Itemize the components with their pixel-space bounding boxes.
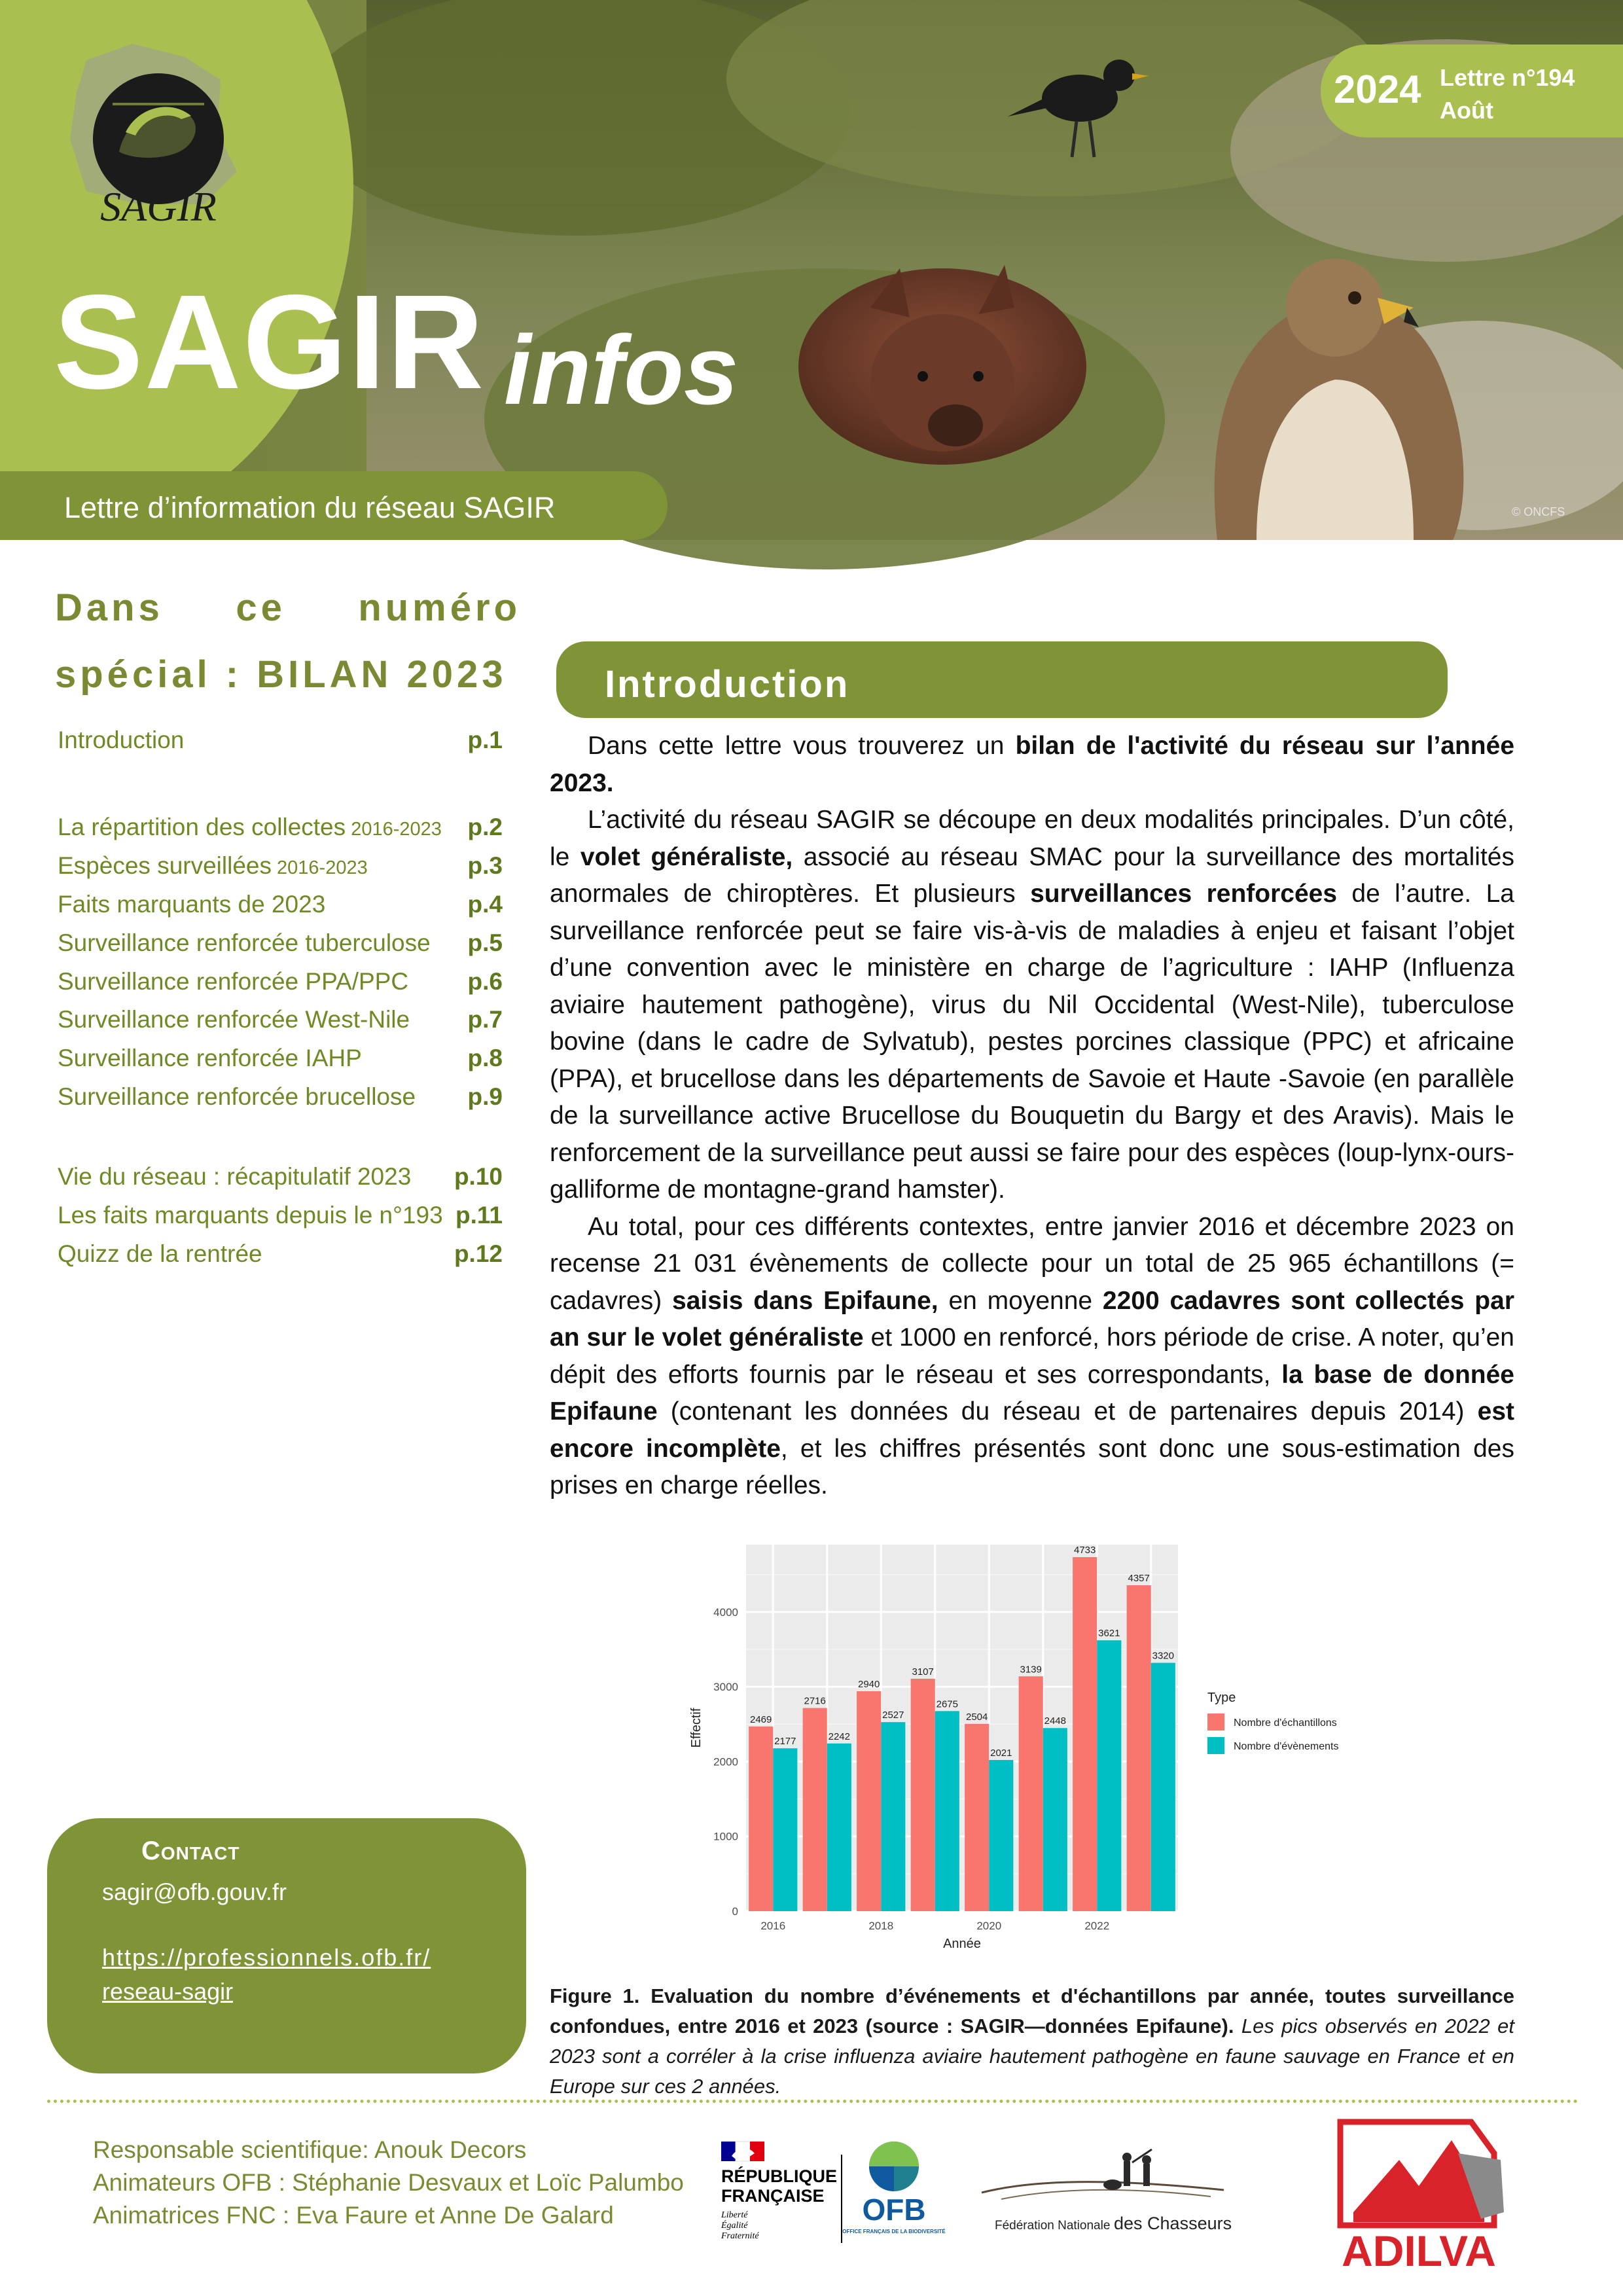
toc-heading-word: Dans [55,586,164,629]
legend-label: Nombre d'échantillons [1234,1717,1337,1729]
body-text: associé au réseau SMAC pour la surveillance des mortalités anormales de chiroptères. Et plusieurs [550,842,1514,908]
bar-samples [1019,1676,1043,1911]
toc-item-label: Surveillance renforcée PPA/PPC [58,968,409,995]
toc-item-page: p.11 [455,1202,503,1229]
toc-item-label: Espèces surveillées 2016-2023 [58,852,368,879]
bar-samples [911,1679,935,1911]
toc-heading-word: ce [236,586,286,629]
x-tick-label: 2022 [1084,1920,1110,1932]
adilva-logo [1327,2114,1517,2274]
y-tick-label: 4000 [713,1605,738,1619]
bar-samples [1127,1585,1151,1911]
intro-body [550,728,1514,1505]
credit-scientific-lead: Responsable scientifique: Anouk Decors [93,2136,527,2163]
republique-francaise-logo [719,2142,843,2246]
bar-value-label: 3107 [912,1666,934,1677]
bar-samples [965,1724,989,1911]
photo-credit: © ONCFS [1512,505,1565,518]
bar-value-label: 3621 [1098,1628,1120,1640]
sagir-logo [60,41,257,230]
issue-number: Lettre n°194 [1440,64,1575,91]
svg-text:OFB: OFB [862,2193,926,2227]
figure-caption-title: Figure 1. Evaluation du nombre d’événements et d'échantillons par année, toutes surveillance confondues, entre 2016 et 2023 (source : SAGIR—données Epifaune). [550,1984,1514,2037]
legend-swatch [1207,1737,1224,1754]
toc-item-page: p.9 [467,1083,503,1110]
svg-text:Liberté: Liberté [721,2210,748,2220]
emphasis-text: est encore incomplète [550,1397,1514,1463]
toc-item-label: Surveillance renforcée West-Nile [58,1006,410,1033]
bar-samples [749,1727,773,1911]
toc-item-page: p.12 [454,1240,503,1267]
bar-samples [803,1708,827,1911]
body-text: en moyenne [938,1286,1103,1315]
bar-events [1097,1640,1121,1911]
header-banner [0,0,1623,540]
body-text: L’activité du réseau SAGIR se découpe en deux modalités principales. D’un côté, le [550,806,1514,871]
bar-value-label: 3320 [1152,1650,1174,1662]
toc-item[interactable] [58,1202,503,1229]
legend-label: Nombre d'évènements [1234,1741,1339,1752]
emphasis-text: bilan de l'activité du réseau sur l’année 2023. [550,732,1515,797]
bar-value-label: 4357 [1128,1573,1150,1585]
toc-item[interactable] [58,1083,503,1111]
figure-caption-note: Les pics observés en 2022 et 2023 sont a corréler à la crise influenza aviaire hautement pathogène en faune sauvage en France et en Europe sur ces 2 années. [550,2015,1514,2098]
x-tick-label: 2018 [868,1920,894,1932]
intro-paragraph-2 [550,802,1514,1209]
issue-year: 2024 [1334,67,1421,111]
bar-value-label: 2177 [774,1736,796,1748]
bar-value-label: 2527 [882,1710,904,1721]
bar-value-label: 2242 [828,1731,850,1742]
bar-value-label: 4733 [1074,1545,1096,1556]
toc-item-label: Les faits marquants depuis le n°193 [58,1202,443,1229]
emphasis-text: volet généraliste, [580,842,793,871]
toc-item[interactable] [58,1045,503,1072]
body-text: Au total, pour ces différents contextes, entre janvier 2016 et décembre 2023 on recense 21 031 évènements de collecte pour un total de 25 965 échantillons (= cadavres) [550,1212,1514,1315]
newsletter-tagline: Lettre d’information du réseau SAGIR [64,491,556,524]
toc-item-label: Vie du réseau : récapitulatif 2023 [58,1163,412,1190]
credit-ofb-animators: Animateurs OFB : Stéphanie Desvaux et Loïc Palumbo [93,2169,684,2196]
toc-item-page: p.2 [467,814,503,840]
body-text: (contenant les données du réseau et de partenaires depuis 2014) [657,1397,1478,1426]
toc-item[interactable] [58,968,503,996]
emphasis-text: 2200 cadavres sont collectés par an sur le volet généraliste [550,1286,1514,1352]
contact-email-link[interactable]: sagir@ofb.gouv.fr [102,1878,287,1905]
y-axis-title: Effectif [689,1708,704,1748]
bar-events [935,1711,959,1911]
toc-item[interactable] [58,891,503,918]
svg-text:ADILVA: ADILVA [1342,2227,1496,2275]
bar-events [881,1722,905,1911]
bar-samples [857,1691,881,1911]
toc-item-page: p.7 [467,1006,503,1033]
toc-item[interactable] [58,1006,503,1033]
toc-item-label: Surveillance renforcée IAHP [58,1045,362,1071]
toc-item[interactable] [58,852,503,880]
toc-item[interactable] [58,929,503,957]
toc-item-label: Faits marquants de 2023 [58,891,326,918]
toc-item-page: p.1 [467,726,503,753]
legend-title: Type [1207,1691,1236,1705]
emphasis-text: saisis dans Epifaune, [672,1286,938,1315]
toc-item-label: Introduction [58,726,185,753]
toc-item-years: 2016-2023 [271,857,368,878]
bar-events [1151,1663,1175,1911]
toc-heading-line2: spécial : BILAN 2023 [55,653,507,696]
svg-text:Égalité: Égalité [721,2221,748,2231]
body-text: et 1000 en renforcé, hors période de crise. A noter, qu’en dépit des efforts fournis par le réseau et ses correspondants, [550,1323,1515,1389]
y-tick-label: 0 [732,1905,738,1918]
y-tick-label: 2000 [713,1755,738,1768]
body-text: de l’autre. La surveillance renforcée peut se faire vis-à-vis de maladies à enjeu et faisant l’objet d’une convention avec le ministère en charge de l’agriculture : IAHP (Influenza aviaire hautement pathogène), virus du Nil Occidental (West-Nile), tuberculose bovine (dans le cadre de Sylvatub), pestes porcines classique (PPC) et africaine (PPA), et brucellose dans les départements de Savoie et Haute -Savoie (en parallèle de la surveillance active Brucellose du Bouquetin du Bargy et des Aravis). Mais le renforcement de la surveillance peut aussi se faire pour des espèces (loup-lynx-ours-galliforme de montagne-grand hamster). [550,880,1515,1204]
x-tick-label: 2016 [760,1920,786,1932]
toc-item[interactable] [58,1240,503,1268]
toc-item[interactable] [58,1163,503,1191]
bar-chart-collections [674,1525,1400,1964]
toc-heading-word: numéro [358,586,521,629]
toc-item-label: La répartition des collectes 2016-2023 [58,814,442,840]
figure-caption [550,1981,1514,2102]
emphasis-text: surveillances renforcées [1030,880,1338,908]
toc-item[interactable] [58,726,503,754]
bar-value-label: 2021 [990,1748,1012,1759]
toc-item-page: p.4 [467,891,503,918]
bar-samples [1073,1557,1097,1911]
toc-item-label: Quizz de la rentrée [58,1240,262,1267]
ofb-logo [842,2140,946,2245]
svg-text:Fédération Nationale: Fédération Nationale [995,2219,1111,2233]
toc-item-page: p.3 [467,852,503,879]
toc-item-page: p.8 [467,1045,503,1071]
contact-website-link-continued[interactable]: reseau-sagir [102,1978,234,2005]
bar-value-label: 2504 [966,1711,988,1723]
y-tick-label: 1000 [713,1830,738,1843]
toc-item[interactable] [58,814,503,841]
toc-item-page: p.6 [467,968,503,995]
federation-nationale-chasseurs-logo [975,2147,1230,2245]
body-text: Dans cette lettre vous trouverez un [588,732,1016,760]
toc-heading-line1 [55,586,521,630]
bar-value-label: 2716 [804,1695,826,1707]
svg-text:RÉPUBLIQUE: RÉPUBLIQUE [721,2166,838,2186]
body-text: , et les chiffres présentés sont donc une sous-estimation des prises en charge réelles. [550,1434,1514,1499]
svg-text:SAGIR: SAGIR [100,183,217,230]
bar-events [827,1744,851,1911]
footer-divider [47,2100,1578,2103]
contact-title: Contact [141,1837,240,1865]
toc-item-label: Surveillance renforcée brucellose [58,1083,416,1110]
bar-events [1043,1728,1067,1911]
issue-month: Août [1440,97,1493,124]
bar-value-label: 2469 [750,1713,772,1725]
bar-value-label: 3139 [1020,1664,1042,1676]
toc-item-page: p.10 [454,1163,503,1190]
masthead-title: SAGIR [54,267,486,417]
svg-text:des Chasseurs: des Chasseurs [1114,2214,1232,2233]
x-axis-title: Année [943,1937,981,1951]
section-title-introduction: Introduction [605,663,850,706]
bar-value-label: 2448 [1044,1715,1066,1727]
toc-item-years: 2016-2023 [346,819,442,840]
x-tick-label: 2020 [976,1920,1002,1932]
svg-text:Fraternité: Fraternité [721,2231,759,2241]
contact-website-link[interactable]: https://professionnels.ofb.fr/ [102,1944,431,1971]
bar-value-label: 2940 [858,1679,880,1690]
svg-text:OFFICE FRANÇAIS DE LA BIODIVER: OFFICE FRANÇAIS DE LA BIODIVERSITÉ [842,2229,946,2234]
intro-paragraph-1 [550,728,1514,802]
bar-events [773,1748,797,1911]
emphasis-text: la base de donnée Epifaune [550,1360,1514,1426]
y-tick-label: 3000 [713,1681,738,1694]
masthead-subtitle-infos: infos [504,315,739,425]
bar-events [989,1760,1013,1911]
toc-item-page: p.5 [467,929,503,956]
intro-paragraph-3 [550,1209,1514,1505]
bar-value-label: 2675 [936,1698,958,1710]
credit-fnc-animators: Animatrices FNC : Eva Faure et Anne De Galard [93,2202,614,2229]
svg-text:FRANÇAISE: FRANÇAISE [721,2186,825,2206]
legend-swatch [1207,1713,1224,1731]
toc-item-label: Surveillance renforcée tuberculose [58,929,431,956]
